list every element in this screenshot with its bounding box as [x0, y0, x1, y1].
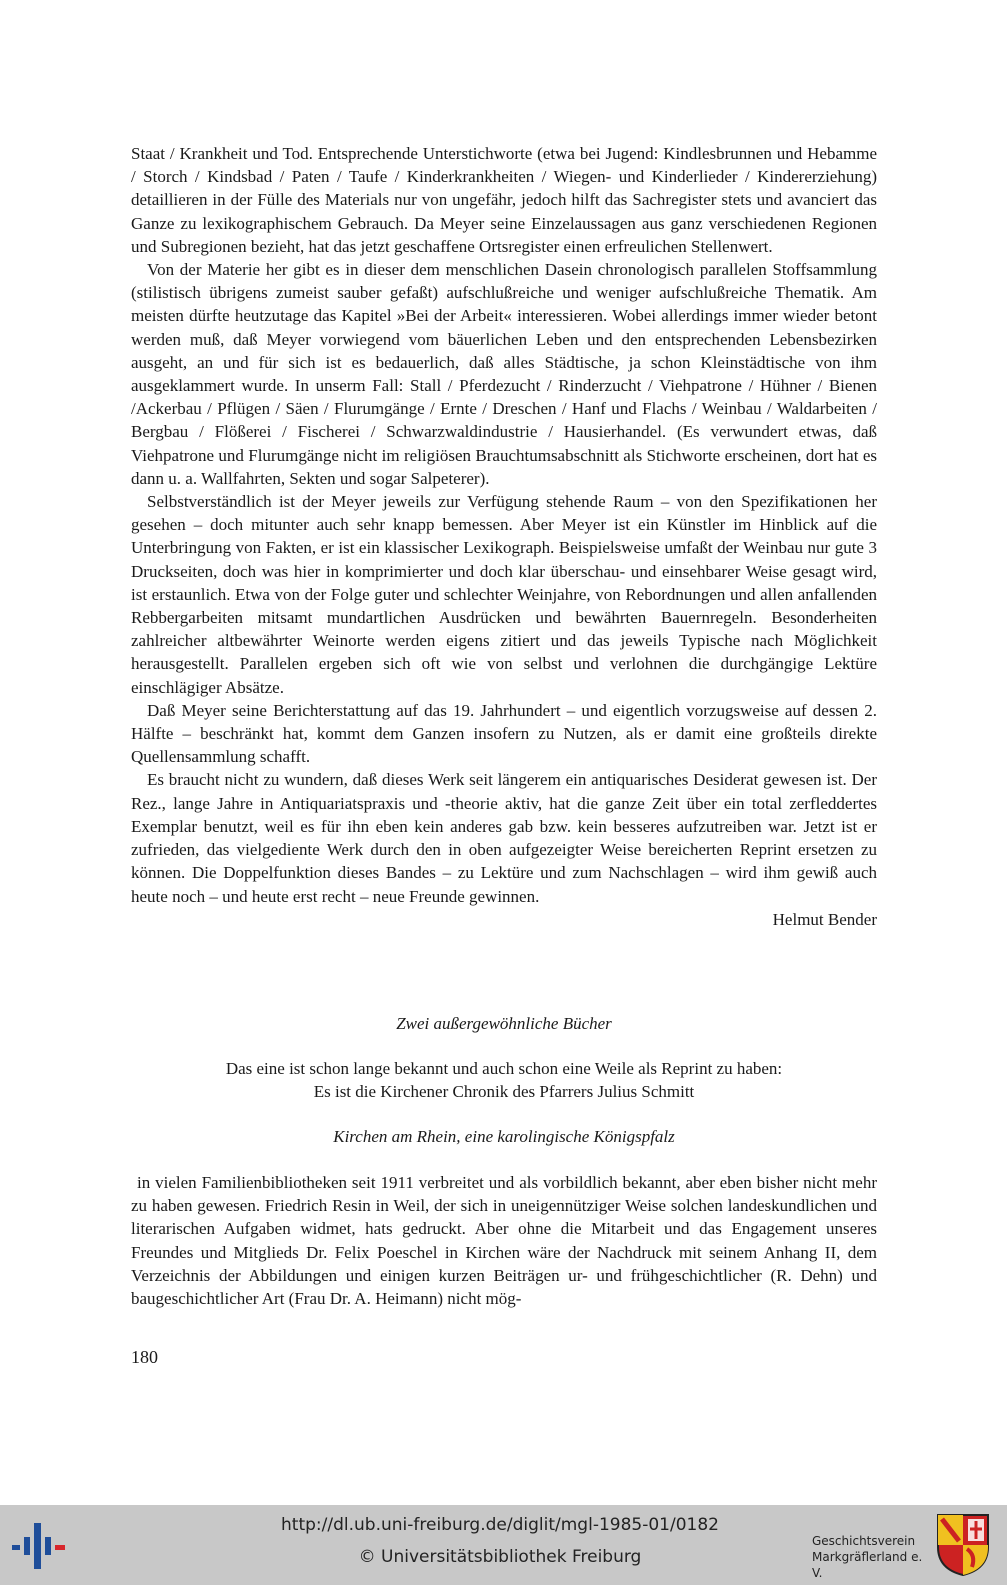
coat-of-arms-icon: [936, 1513, 990, 1577]
society-line: Markgräflerland e. V.: [812, 1550, 923, 1580]
paragraph: Daß Meyer seine Berichterstattung auf das 19. Jahrhundert – und eigentlich vorzugsweise auf dessen 2. Hälfte – beschränkt hat, kommt dem Ganzen insofern zu Nutzen, als er damit eine großteils direkte Quellensammlung schafft.: [131, 700, 877, 767]
page-number: 180: [131, 1347, 158, 1367]
paragraph: Von der Materie her gibt es in dieser dem menschlichen Dasein chronologisch parallelen Stoffsammlung (stilistisch übrigens zumeist sauber gefaßt) aufschlußreiche und weniger aufschlußreiche Thematik. Am meisten dürfte heutzutage das Kapitel »Bei der Arbeit« interessieren. Wobei allerdings immer wieder betont werden muß, daß Meyer vorwiegend vom bäuerlichen Leben und den entsprechenden Lebensbezirken ausgeht, an und für sich ist es bedauerlich, daß alles Städtische, ja schon Kleinstädtische von ihm ausgeklammert wurde. In unserm Fall: Stall / Pferdezucht / Rinderzucht / Viehpatrone / Hühner / Bienen /Ackerbau / Pflügen / Säen / Flurumgänge / Ernte / Dreschen / Hanf und Flachs / Weinbau / Waldarbeiten / Bergbau / Flößerei / Fischerei / Schwarzwaldindustrie / Hausierhandel. (Es verwundert etwas, daß Viehpatrone und Flurumgänge nicht im religiösen Brauchtumsabschnitt als Stichworte erscheinen, dort hat es dann u. a. Wallfahrten, Sekten und sogar Salpeterer).: [131, 260, 877, 488]
ub-freiburg-logo-icon: [12, 1521, 66, 1571]
article-intro: [131, 1057, 877, 1103]
author-signature: Helmut Bender: [772, 909, 877, 929]
footer-bar: [0, 1505, 1007, 1585]
article-title: Zwei außergewöhnliche Bücher: [396, 1014, 612, 1033]
paragraph: Selbstverständlich ist der Meyer jeweils zur Verfügung stehende Raum – von den Spezifikationen her gesehen – doch mitunter auch sehr knapp bemessen. Aber Meyer ist ein Künstler im Hinblick auf die Unterbringung von Fakten, er ist ein klassischer Lexikograph. Beispielsweise umfaßt der Weinbau nur gute 3 Druckseiten, doch was hier in komprimierter und doch klar überschau- und einsehbarer Weise gesagt wird, ist erstaunlich. Etwa von der Folge guter und schlechter Weinjahre, von Rebordnungen und allen anfallenden Rebbergarbeiten mitsamt mundartlichen Ausdrücken und bewährten Bauernregeln. Besonderheiten zahlreicher altbewährter Weinorte werden eigens zitiert und das jeweils Typische nach Möglichkeit herausgestellt. Parallelen ergeben sich oft wie von selbst und verlohnen die durchgängige Lektüre einschlägiger Absätze.: [131, 492, 877, 697]
article-body: [131, 1171, 877, 1310]
society-line: Geschichtsverein: [812, 1534, 916, 1548]
review-text: [131, 142, 877, 931]
paragraph: Es braucht nicht zu wundern, daß dieses Werk seit längerem ein antiquarisches Desiderat gewesen ist. Der Rez., lange Jahre in Antiquariatspraxis und -theorie aktiv, hat die ganze Zeit über ein total zerfleddertes Exemplar benutzt, weil es für ihn eben kein anderes gab bzw. kein besseres aufzutreiben war. Jetzt ist er zufrieden, das vielgediente Werk durch den in oben aufgezeigter Weise bereicherten Reprint ersetzen zu können. Die Doppelfunktion dieses Bandes – zu Lektüre und zum Nachschlagen – wird ihm gewiß auch heute noch – und heute erst recht – neue Freunde gewinnen.: [131, 770, 877, 906]
intro-line: Es ist die Kirchener Chronik des Pfarrers Julius Schmitt: [313, 1082, 695, 1101]
document-url-link[interactable]: http://dl.ub.uni-freiburg.de/diglit/mgl-1985-01/0182: [281, 1515, 719, 1535]
paragraph: in vielen Familienbibliotheken seit 1911 verbreitet und als vorbildlich bekannt, aber eben bisher nicht mehr zu haben gewesen. Friedrich Resin in Weil, der sich in uneigennütziger Weise solchen landeskundlichen und literarischen Aufgaben widmet, hats gedruckt. Aber ohne die Mitarbeit und das Engagement unseres Freundes und Mitglieds Dr. Felix Poeschel in Kirchen wäre der Nachdruck mit seinem Anhang II, dem Verzeichnis der Abbildungen und einigen kurzen Beiträgen ur- und frühgeschichtlicher (R. Dehn) und baugeschichtlicher Art (Frau Dr. A. Heimann) nicht mög-: [131, 1173, 877, 1309]
book-title: Kirchen am Rhein, eine karolingische Königspfalz: [333, 1127, 675, 1146]
copyright-notice: © Universitätsbibliothek Freiburg: [358, 1547, 642, 1567]
intro-line: Das eine ist schon lange bekannt und auch schon eine Weile als Reprint zu haben:: [225, 1059, 783, 1078]
paragraph: Staat / Krankheit und Tod. Entsprechende Unterstichworte (etwa bei Jugend: Kindlesbrunnen und Hebamme / Storch / Kindsbad / Paten / Taufe / Kinderkrankheiten / Wiegen- und Kinderlieder / Kindererziehung) detaillieren in der Fülle des Materials nur von ungefähr, jedoch hilft das Sachregister stets und avanciert das Ganze zu lexikographischem Gebrauch. Da Meyer seine Einzelaussagen aus ganz verschiedenen Regionen und Subregionen bezieht, hat das jetzt geschaffene Ortsregister einen erfreulichen Stellenwert.: [131, 144, 877, 256]
society-name: [812, 1533, 924, 1581]
